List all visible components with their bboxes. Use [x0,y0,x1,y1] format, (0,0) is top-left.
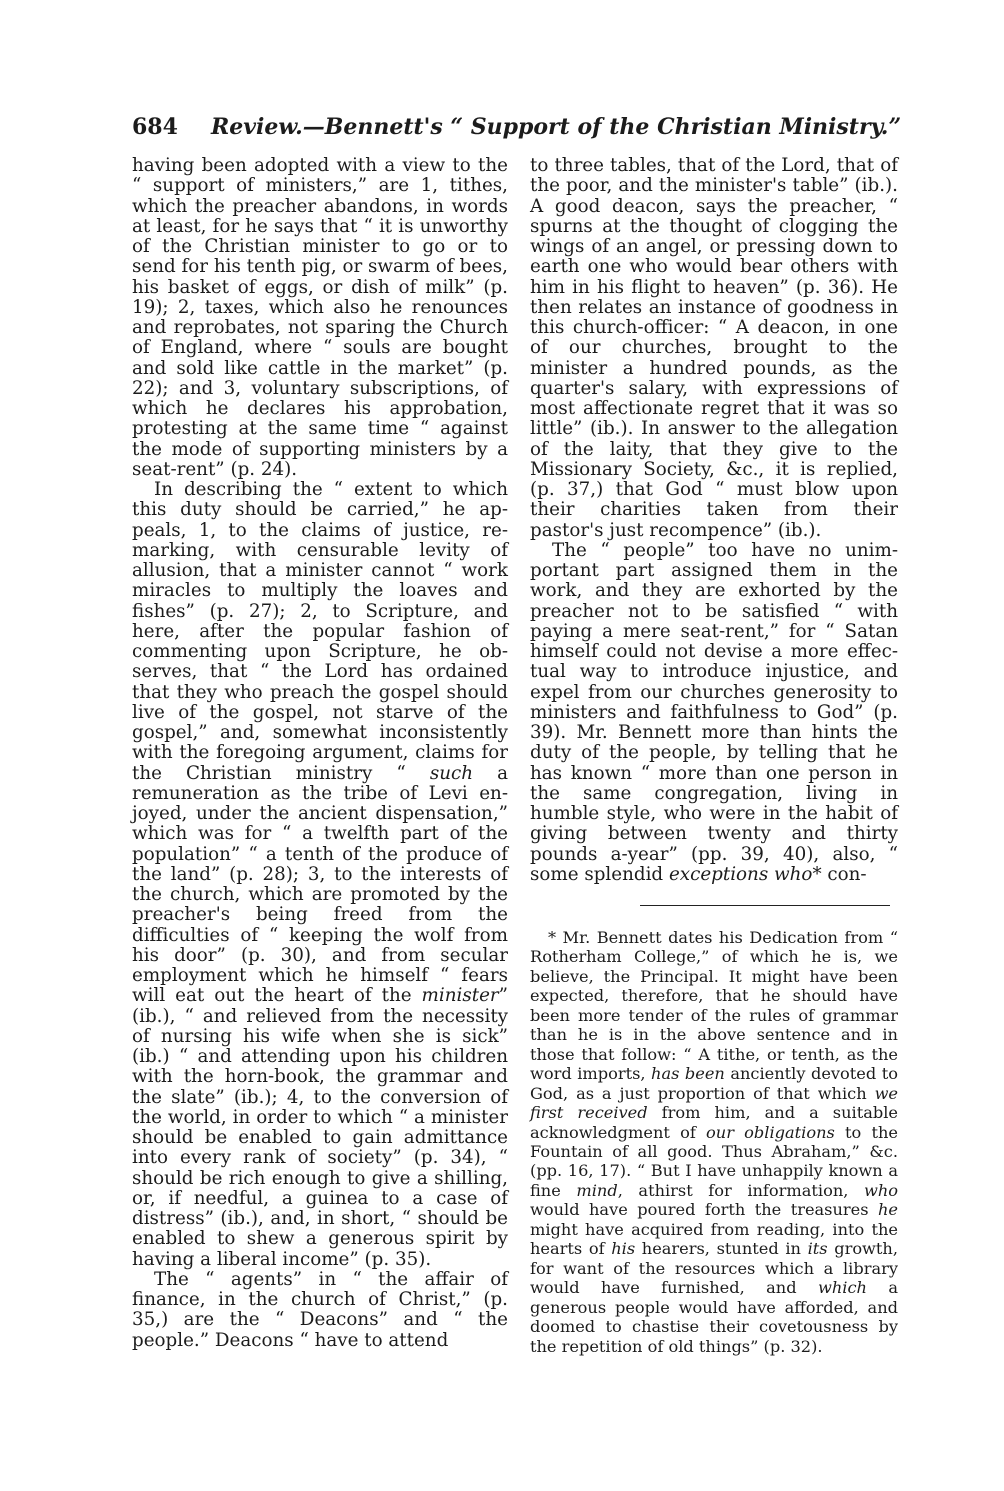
emphasis: minister [421,985,499,1007]
text-span: anciently devoted to God, as a just proportion of that which [530,1064,898,1103]
text-span: to the Fountain of all good. Thus Abraham,” &c. (pp. 16, 17). “ But I have unhappily known a fine [530,1122,898,1200]
left-column [132,156,508,1351]
emphasis: who [863,1180,898,1200]
footnote-divider [640,905,890,906]
emphasis: its [807,1239,828,1259]
text-span: * con- [812,863,867,885]
running-head [132,110,912,144]
text-span: from him, and a suitable acknowledgment of [530,1103,898,1142]
running-head-title: Review.—Bennett's “ Support of the Christian Ministry.” [210,114,902,140]
footnote [530,928,898,1356]
left-paragraph-1: having been adopted with a view to the “ support of ministers,” are 1, tithes, which the preacher abandons, in words at least, for he says that “ it is unworthy of the Christian minister to go or to send for his tenth pig, or swarm of bees, his basket of eggs, or dish of milk” (p. 19); 2, taxes, which also he renounces and reprobates, not sparing the Church of England, where “ souls are bought and sold like cattle in the market” (p. 22); and 3, voluntary subscriptions, of which he declares his approbation, protesting at the same time “ against the mode of supporting ministers by a seat-rent” (p. 24). [132,155,508,480]
left-paragraph-2 [132,480,508,1270]
emphasis: we first received [530,1083,898,1123]
emphasis: exceptions who [668,863,813,885]
text-span: might have acquired from reading, into the hearts of [530,1219,898,1259]
text-span: ” (ib.), “ and relieved from the necessity of nursing his wife when she is sick” (ib.) “ and attending upon his children with the horn-book, the grammar and the slate” (ib.); 4, to the conversion of the world, in order to which “ a minister should be enabled to gain admittance into every rank of society” (p. 34), “ should be rich enough to give a shilling, or, if needful, a guinea to a case of distress” (ib.), and, in short, “ should be enabled to shew a generous spirit by having a liberal income” (p. 35). [132,985,508,1270]
emphasis: which [818,1278,867,1298]
text-span: a generous people would have afforded, and doomed to chastise their covetousness by the repetition of old things” (p. 32). [530,1278,899,1356]
text-span: , athirst for information, [617,1180,864,1200]
right-paragraph-1: to three tables, that of the Lord, that of the poor, and the minister's table” (ib.). A good deacon, says the preacher, “ spurns at the thought of clogging the wings of an angel, or pressing down to earth one who would bear others with him in his flight to heaven” (p. 36). He then relates an instance of goodness in this church-officer: “ A deacon, in one of our churches, brought to the minister a hundred pounds, as the quarter's salary, with expressions of most affectionate regret that it was so little” (ib.). In answer to the allegation of the laity, that they give to the Missionary Society, &c., it is replied, (p. 37,) that God “ must blow upon their charities taken from their pastor's just recompence” (ib.). [530,155,898,541]
right-paragraph-2 [530,541,898,885]
emphasis: he [877,1200,898,1220]
text-span: hearers, stunted in [635,1239,808,1259]
text-span: In describing the “ extent to which this duty should be carried,” he appeals, 1, to the claims of justice, remarking, with censurable levity of allusion, that a minister cannot “ work miracles to multiply the loaves and fishes” (p. 27); 2, to Scripture, and here, after the popular fashion of commenting upon Scripture, he observes, that “ the Lord has ordained that they who preach the gospel should live of the gospel, not starve of the gospel,” and, somewhat inconsistently with the foregoing argument, claims for the Christian ministry “ [132,479,508,784]
text-span: * Mr. Bennett dates his Dedication from “ Rotherham College,” of which he is, we believe, the Principal. It might have been expected, therefore, that he should have been more tender of the rules of grammar than he is in the above sentence and in those that follow: “ A tithe, or tenth, as the word imports, [530,928,898,1084]
right-column [530,156,898,885]
page-number: 684 [132,114,178,140]
emphasis: our obligations [706,1122,835,1142]
text-span: The “ people” too have no unimportant part assigned them in the work, and they are exhorted by the preacher not to be satisfied “ with paying a mere seat-rent,” for “ Satan himself could not devise a more effectual way to introduce injustice, and expel from our churches generosity to ministers and faithfulness to God” (p. 39). Mr. Bennett more than hints the duty of the people, by telling that he has known “ more than one person in the same congregation, living in humble style, who were in the habit of giving between twenty and thirty pounds a-year” (pp. 39, 40), also, “ some splendid [530,539,898,885]
text-span: a remuneration as the tribe of Levi enjoyed, under the ancient dispensation,” which was for “ a twelfth part of the population” “ a tenth of the produce of the land” (p. 28); 3, to the interests of the church, which are promoted by the preacher's being freed from the difficulties of “ keeping the wolf from his door” (p. 30), and from secular employment which he himself “ fears will eat out the heart of the [132,762,508,1007]
left-paragraph-3: The “ agents” in “ the affair of finance, in the church of Christ,” (p. 35,) are the “ Deacons” and “ the people.” Deacons “ have to attend [132,1268,508,1351]
text-span: growth, for want of the resources which a library would have furnished, and [530,1239,898,1298]
emphasis: has been [651,1064,725,1084]
emphasis: mind [576,1180,618,1200]
text-span: would have poured forth the treasures [530,1200,878,1220]
emphasis: his [611,1239,636,1259]
emphasis: such [429,762,473,784]
